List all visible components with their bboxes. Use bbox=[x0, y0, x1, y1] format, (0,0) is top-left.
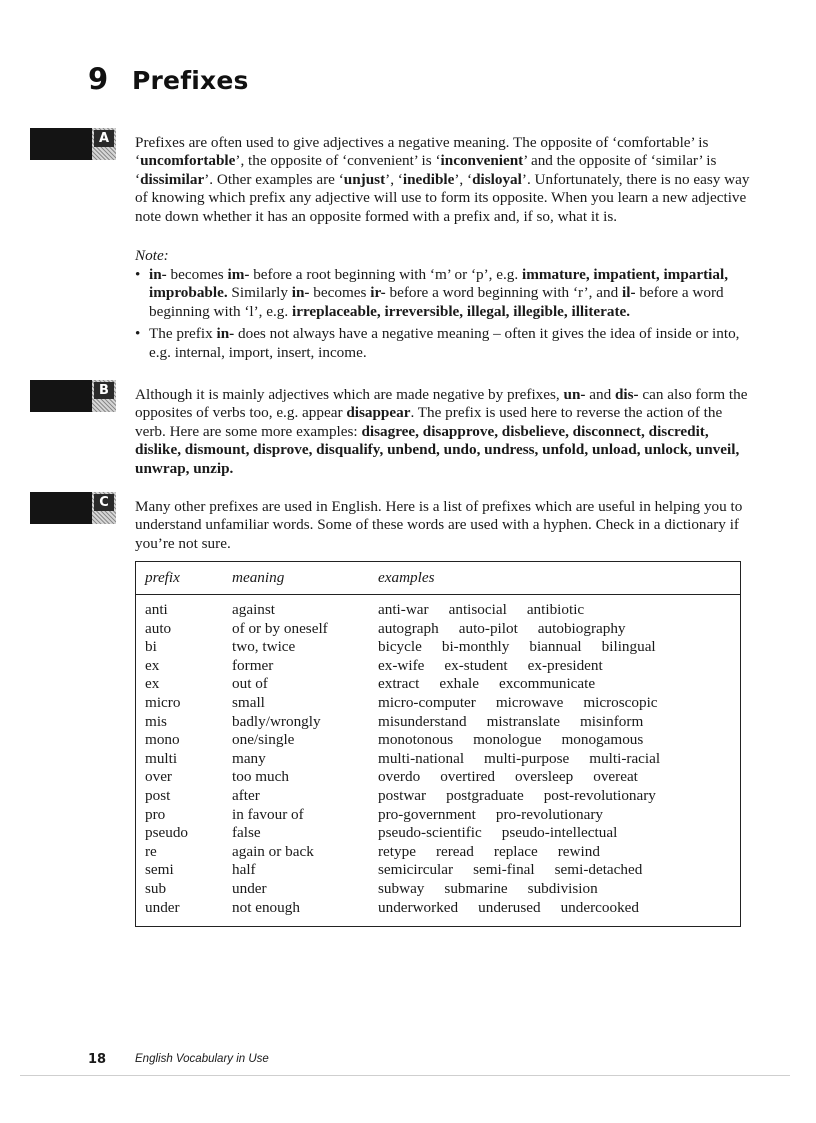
example-word: ex-wife bbox=[378, 656, 425, 674]
cell-examples bbox=[378, 675, 615, 694]
example-word: autobiography bbox=[537, 619, 626, 637]
bold-term: inedible bbox=[402, 170, 455, 188]
cell-prefix: anti bbox=[145, 601, 168, 618]
example-word: extract bbox=[378, 675, 420, 693]
header-meaning: meaning bbox=[232, 569, 285, 586]
example-word: oversleep bbox=[515, 768, 574, 786]
cell-prefix: ex bbox=[145, 675, 160, 693]
bold-term: disagree, disapprove, disbelieve, disconnect, discredit, dislike, dismount, disprove, disqualify, unbend, undo, undress, unfold, unload, unlock, unveil, unwrap, unzip. bbox=[135, 422, 740, 477]
note-bullets bbox=[135, 266, 751, 366]
text-run: becomes bbox=[309, 284, 371, 302]
bold-term: uncomfortable bbox=[140, 152, 236, 170]
note-bullet bbox=[135, 266, 751, 321]
example-word: monogamous bbox=[561, 731, 644, 749]
cell-prefix: multi bbox=[145, 749, 178, 767]
text-run: can also form the opposites of verbs too, e.g. appear bbox=[135, 386, 748, 422]
unit-title: Prefixes bbox=[132, 66, 249, 95]
cell-examples bbox=[378, 768, 658, 787]
cell-meaning: many bbox=[232, 749, 266, 767]
cell-prefix: auto bbox=[145, 619, 172, 637]
text-run: and bbox=[585, 386, 615, 403]
example-word: replace bbox=[493, 842, 538, 860]
cell-prefix: over bbox=[145, 768, 172, 786]
example-word: pro-government bbox=[378, 805, 476, 823]
text-run: Many other prefixes are used in English. Here is a list of prefixes which are useful in helping you to understand unfamiliar words. Some of these words are used with a hyphen. Check in a dictionary if you’re not sure. bbox=[135, 498, 743, 552]
cell-meaning: badly/wrongly bbox=[232, 712, 321, 730]
cell-examples bbox=[378, 620, 646, 639]
cell-prefix: post bbox=[145, 786, 171, 804]
example-word: underused bbox=[478, 898, 541, 916]
cell-prefix: under bbox=[145, 898, 180, 916]
cell-examples bbox=[378, 638, 676, 657]
example-word: submarine bbox=[444, 879, 508, 897]
example-word: exhale bbox=[439, 675, 479, 693]
cell-meaning: of or by oneself bbox=[232, 619, 328, 637]
prefix-table bbox=[135, 561, 741, 927]
cell-prefix: micro bbox=[145, 693, 181, 711]
bold-term: unjust bbox=[343, 170, 386, 188]
example-word: underworked bbox=[378, 898, 459, 916]
cell-meaning: out of bbox=[232, 675, 268, 693]
unit-number: 9 bbox=[88, 62, 109, 96]
marker-block bbox=[30, 128, 92, 160]
section-letter-a: A bbox=[94, 130, 114, 147]
note-bullet-text bbox=[149, 266, 728, 320]
text-run: before a word beginning with ‘l’, e.g. bbox=[149, 284, 724, 320]
bullet-dot-icon: • bbox=[135, 266, 141, 283]
cell-meaning: after bbox=[232, 786, 260, 804]
section-c-paragraph bbox=[135, 498, 751, 553]
section-a-paragraph bbox=[135, 134, 751, 226]
cell-meaning: half bbox=[232, 861, 256, 879]
table-row bbox=[136, 861, 740, 880]
table-header-row bbox=[136, 562, 740, 595]
bold-term: immature, impatient, impartial, improbable. bbox=[149, 266, 728, 302]
example-word: auto-pilot bbox=[458, 619, 518, 637]
section-marker-b bbox=[30, 380, 116, 412]
cell-examples bbox=[378, 880, 618, 899]
table-row bbox=[136, 787, 740, 806]
example-word: microscopic bbox=[583, 693, 658, 711]
example-word: multi-national bbox=[378, 749, 465, 767]
cell-examples bbox=[378, 657, 623, 676]
example-word: micro-computer bbox=[378, 693, 476, 711]
cell-examples bbox=[378, 824, 637, 843]
cell-meaning: not enough bbox=[232, 898, 300, 916]
bold-term: dis- bbox=[614, 386, 639, 403]
text-run: ’ and the opposite of ‘similar’ is ‘ bbox=[135, 152, 717, 188]
text-run: Similarly bbox=[227, 284, 292, 302]
example-word: multi-racial bbox=[589, 749, 661, 767]
table-row bbox=[136, 657, 740, 676]
example-word: excommunicate bbox=[498, 675, 596, 693]
cell-prefix: bi bbox=[145, 638, 157, 656]
page-number: 18 bbox=[88, 1052, 107, 1067]
text-run: ’. Other examples are ‘ bbox=[204, 170, 344, 188]
table-row bbox=[136, 731, 740, 750]
example-word: semicircular bbox=[378, 861, 454, 879]
cell-examples bbox=[378, 713, 663, 732]
text-run: Prefixes are often used to give adjectives a negative meaning. The opposite of ‘comfortable’ is ‘ bbox=[135, 134, 709, 170]
cell-examples bbox=[378, 787, 676, 806]
example-word: overtired bbox=[440, 768, 496, 786]
example-word: autograph bbox=[378, 619, 439, 637]
example-word: postgraduate bbox=[446, 786, 524, 804]
example-word: pro-revolutionary bbox=[495, 805, 603, 823]
section-letter-b: B bbox=[94, 382, 114, 399]
example-word: overeat bbox=[593, 768, 638, 786]
bold-term: inconvenient bbox=[440, 152, 524, 170]
cell-meaning: again or back bbox=[232, 842, 314, 860]
table-row bbox=[136, 843, 740, 862]
cell-examples bbox=[378, 601, 604, 620]
example-word: ex-student bbox=[444, 656, 508, 674]
cell-examples bbox=[378, 861, 662, 880]
text-run: The prefix bbox=[149, 325, 217, 343]
table-row bbox=[136, 620, 740, 639]
example-word: overdo bbox=[378, 768, 421, 786]
bold-term: in- bbox=[216, 325, 235, 343]
table-row bbox=[136, 899, 740, 918]
table-row bbox=[136, 806, 740, 825]
marker-block bbox=[30, 380, 92, 412]
bold-term: in- bbox=[291, 284, 310, 302]
cell-examples bbox=[378, 806, 623, 825]
bullet-dot-icon: • bbox=[135, 325, 141, 343]
cell-prefix: mis bbox=[145, 712, 167, 730]
cell-meaning: small bbox=[232, 693, 265, 711]
example-word: bi-monthly bbox=[441, 638, 510, 656]
header-prefix: prefix bbox=[145, 569, 180, 586]
cell-meaning: former bbox=[232, 656, 274, 674]
cell-meaning: in favour of bbox=[232, 805, 304, 823]
table-row bbox=[136, 880, 740, 899]
bold-term: irreplaceable, irreversible, illegal, illegible, illiterate. bbox=[292, 302, 631, 320]
example-word: subdivision bbox=[527, 879, 598, 897]
cell-prefix: semi bbox=[145, 861, 174, 879]
book-title: English Vocabulary in Use bbox=[135, 1053, 269, 1065]
example-word: anti-war bbox=[378, 601, 429, 618]
bold-term: in- bbox=[149, 266, 167, 283]
cell-meaning: under bbox=[232, 879, 267, 897]
table-row bbox=[136, 824, 740, 843]
table-row bbox=[136, 601, 740, 620]
cell-meaning: against bbox=[232, 601, 276, 618]
example-word: microwave bbox=[495, 693, 564, 711]
example-word: rewind bbox=[557, 842, 600, 860]
example-word: monologue bbox=[473, 731, 542, 749]
cell-examples bbox=[378, 731, 663, 750]
text-run: becomes bbox=[166, 266, 228, 283]
cell-examples bbox=[378, 843, 620, 862]
example-word: mistranslate bbox=[486, 712, 560, 730]
bold-term: im- bbox=[227, 266, 250, 283]
bold-term: il- bbox=[622, 284, 636, 302]
section-marker-c bbox=[30, 492, 116, 524]
example-word: postwar bbox=[378, 786, 427, 804]
example-word: antisocial bbox=[448, 601, 507, 618]
header-examples: examples bbox=[378, 569, 435, 586]
cell-examples bbox=[378, 694, 678, 713]
note-bullet-text bbox=[149, 325, 739, 360]
table-row bbox=[136, 694, 740, 713]
example-word: ex-president bbox=[527, 656, 603, 674]
note-label: Note: bbox=[135, 247, 169, 264]
bold-term: disappear bbox=[346, 404, 411, 422]
section-b-paragraph bbox=[135, 386, 751, 478]
example-word: reread bbox=[435, 842, 474, 860]
example-word: semi-detached bbox=[554, 861, 643, 879]
text-run: ’, ‘ bbox=[385, 170, 403, 188]
example-word: bilingual bbox=[601, 638, 656, 656]
cell-prefix: mono bbox=[145, 731, 180, 749]
text-run: before a root beginning with ‘m’ or ‘p’, e.g. bbox=[249, 266, 522, 283]
text-run: ’, ‘ bbox=[454, 170, 473, 188]
cell-examples bbox=[378, 899, 659, 918]
bold-term: ir- bbox=[370, 284, 386, 302]
example-word: post-revolutionary bbox=[543, 786, 656, 804]
example-word: retype bbox=[378, 842, 416, 860]
table-row bbox=[136, 638, 740, 657]
example-word: antibiotic bbox=[526, 601, 585, 618]
note-bullet bbox=[135, 325, 751, 362]
example-word: undercooked bbox=[560, 898, 639, 916]
footer-rule bbox=[20, 1075, 790, 1076]
section-marker-a bbox=[30, 128, 116, 160]
text-run: ’. Unfortunately, there is no easy way of knowing which prefix any adjective will use to form its opposite. When you learn a new adjective note down whether it has an opposite formed with a prefix and, if so, what it is. bbox=[135, 170, 750, 225]
example-word: pseudo-intellectual bbox=[501, 824, 618, 842]
text-run: before a word beginning with ‘r’, and bbox=[385, 284, 623, 302]
cell-prefix: ex bbox=[145, 656, 160, 674]
text-run: Although it is mainly adjectives which are made negative by prefixes, bbox=[135, 386, 564, 403]
cell-meaning: one/single bbox=[232, 731, 295, 749]
cell-prefix: pro bbox=[145, 805, 166, 823]
example-word: pseudo-scientific bbox=[378, 824, 482, 842]
bold-term: disloyal bbox=[472, 170, 522, 188]
unit-heading bbox=[88, 62, 249, 96]
example-word: semi-final bbox=[473, 861, 535, 879]
marker-block bbox=[30, 492, 92, 524]
cell-meaning: false bbox=[232, 824, 261, 842]
cell-prefix: re bbox=[145, 842, 157, 860]
example-word: bicycle bbox=[378, 638, 422, 656]
cell-meaning: two, twice bbox=[232, 638, 296, 656]
example-word: multi-purpose bbox=[484, 749, 570, 767]
text-run: does not always have a negative meaning – often it gives the idea of inside or into, e.g. internal, import, insert, income. bbox=[149, 325, 740, 361]
table-row bbox=[136, 768, 740, 787]
cell-examples bbox=[378, 750, 680, 769]
bold-term: un- bbox=[563, 386, 586, 403]
cell-prefix: pseudo bbox=[145, 824, 189, 842]
example-word: misinform bbox=[579, 712, 644, 730]
table-row bbox=[136, 713, 740, 732]
cell-prefix: sub bbox=[145, 879, 167, 897]
table-body bbox=[136, 601, 740, 917]
example-word: biannual bbox=[529, 638, 582, 656]
text-run: . The prefix is used here to reverse the action of the verb. Here are some more examples: bbox=[135, 404, 723, 440]
bold-term: dissimilar bbox=[140, 170, 205, 188]
example-word: subway bbox=[378, 879, 425, 897]
text-run: ’, the opposite of ‘convenient’ is ‘ bbox=[235, 152, 441, 170]
cell-meaning: too much bbox=[232, 768, 289, 786]
table-row bbox=[136, 675, 740, 694]
table-row bbox=[136, 750, 740, 769]
example-word: misunderstand bbox=[378, 712, 467, 730]
example-word: monotonous bbox=[378, 731, 454, 749]
section-letter-c: C bbox=[94, 494, 114, 511]
